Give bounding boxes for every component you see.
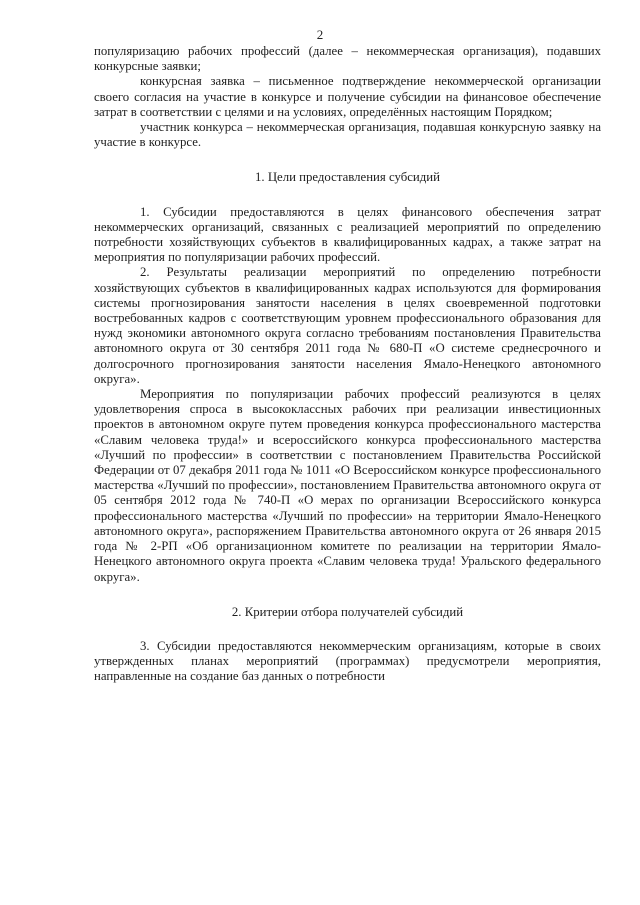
paragraph: конкурсная заявка – письменное подтверждение некоммерческой организации своего согласия на участие в конкурсе и получение субсидии на финансовое обеспечение затрат в соответствии с целями и на условиях, определённых настоящим Порядком;	[94, 74, 601, 119]
paragraph: 3. Субсидии предоставляются некоммерческим организациям, которые в своих утвержденных планах мероприятий (программах) предусмотрели мероприятия, направленные на создание баз данных о потребности	[94, 638, 601, 684]
document-body	[94, 44, 601, 685]
paragraph: 1. Субсидии предоставляются в целях финансового обеспечения затрат некоммерческих организаций, связанных с реализацией мероприятий по определению потребности хозяйствующих субъектов в квалифицированных кадрах, а также затрат на мероприятия по популяризации рабочих профессий.	[94, 204, 601, 265]
paragraph: Мероприятия по популяризации рабочих профессий реализуются в целях удовлетворения спроса в высококлассных рабочих при реализации инвестиционных проектов в автономном округе путем проведения конкурса профессионального мастерства «Славим человека труда!» и всероссийского конкурса профессионального мастерства «Лучший по профессии» в соответствии с постановлением Правительства Российской Федерации от 07 декабря 2011 года № 1011 «О Всероссийском конкурсе профессионального мастерства «Лучший по профессии», постановлением Правительства автономного округа от 05 сентября 2012 года № 740-П «О мерах по организации Всероссийского конкурса профессионального мастерства «Лучший по профессии» на территории Ямало-Ненецкого автономного округа», распоряжением Правительства автономного округа от 26 января 2015 года № 2-РП «Об организационном комитете по реализации на территории Ямало-Ненецкого автономного округа проекта «Славим человека труда! Уральского федерального округа».	[94, 387, 601, 584]
section-heading-goals: 1. Цели предоставления субсидий	[255, 170, 440, 185]
paragraph: популяризацию рабочих профессий (далее – некоммерческая организация), подавших конкурсные заявки;	[94, 44, 601, 74]
paragraph: участник конкурса – некоммерческая организация, подавшая конкурсную заявку на участие в конкурсе.	[94, 120, 601, 150]
page-number: 2	[316, 27, 324, 42]
section-heading-criteria: 2. Критерии отбора получателей субсидий	[231, 604, 464, 619]
paragraph: 2. Результаты реализации мероприятий по определению потребности хозяйствующих субъектов в квалифицированных кадрах используются для формирования системы прогнозирования занятости населения в целях своевременной подготовки востребованных кадров с соответствующим уровнем профессионального образования для нужд экономики автономного округа согласно требованиям постановления Правительства автономного округа от 30 сентября 2011 года № 680-П «О системе среднесрочного и долгосрочного прогнозирования занятости населения Ямало-Ненецкого автономного округа».	[94, 265, 601, 386]
